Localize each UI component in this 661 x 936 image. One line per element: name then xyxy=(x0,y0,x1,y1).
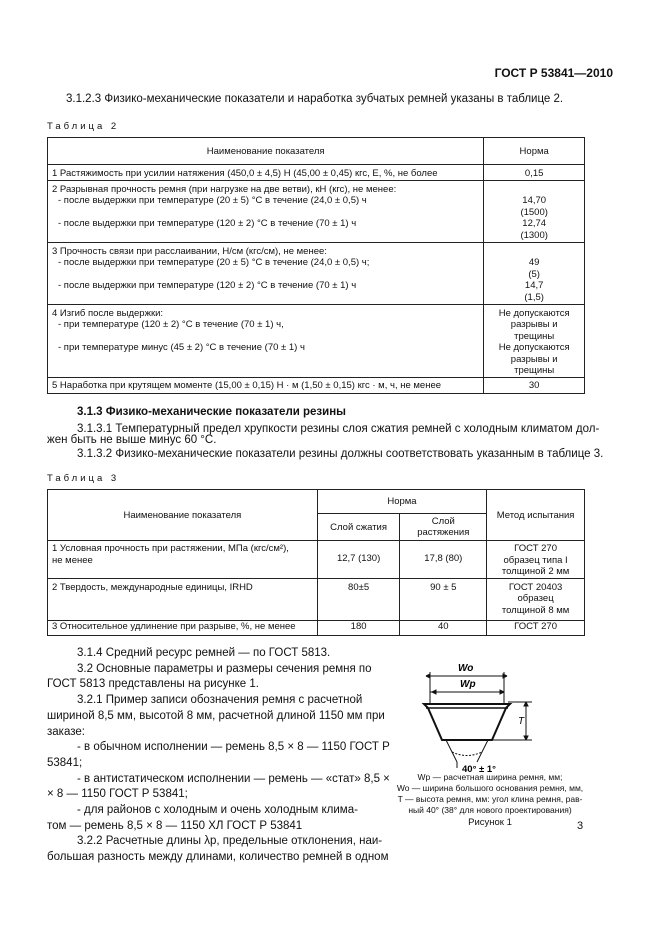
table3-header-name: Наименование показателя xyxy=(48,490,318,541)
table3-row-2-tens: 90 ± 5 xyxy=(400,578,487,620)
table2-norm-line: (1,5) xyxy=(524,291,544,303)
table2-row xyxy=(48,180,585,242)
table2-text-line xyxy=(52,269,479,281)
table3-row-3-method: ГОСТ 270 xyxy=(487,620,585,635)
paragraph-3-1-3-1-b: жен быть не выше минус 60 °С. xyxy=(47,434,217,446)
body-line: - в антистатическом исполнении — ремень — «стат» 8,5 × xyxy=(77,772,390,785)
table2-norm-line: разрывы и xyxy=(510,353,558,365)
page-number: 3 xyxy=(577,820,584,832)
table2-norm-line: 14,70 xyxy=(522,195,547,206)
table2-cell-name xyxy=(48,165,484,181)
table2-cell-norm xyxy=(484,242,585,304)
table2-norm-line xyxy=(488,184,580,196)
body-line: × 8 — 1150 ГОСТ Р 53841; xyxy=(47,788,188,801)
table2-text-line xyxy=(52,365,479,377)
table2-cell-name xyxy=(48,377,484,393)
body-text xyxy=(47,646,390,866)
table2-norm-line: разрывы и xyxy=(510,319,558,330)
table2-header-norm: Норма xyxy=(484,138,585,165)
table2-cell-norm xyxy=(484,304,585,377)
figure-caption: Рисунок 1 xyxy=(468,817,512,828)
table2-text-line: 1 Растяжимость при усилии натяжения (450,0 ± 4,5) Н (45,00 ± 0,45) кгс, Е, %, не более xyxy=(52,168,438,179)
table2-row xyxy=(48,304,585,377)
table2-header-name: Наименование показателя xyxy=(48,138,484,165)
table3-caption: Таблица 3 xyxy=(47,473,120,484)
body-line: шириной 8,5 мм, высотой 8 мм, расчетной длиной 1150 мм при xyxy=(47,709,385,722)
body-line: ГОСТ 5813 представлены на рисунке 1. xyxy=(47,678,259,691)
body-line: большая разность между длинами, количество ремней в одном xyxy=(47,851,389,864)
body-line: том — ремень 8,5 × 8 — 1150 ХЛ ГОСТ Р 53841 xyxy=(47,819,303,832)
table2-cell-norm xyxy=(484,165,585,181)
table2-text-line: - после выдержки при температуре (20 ± 5) °С в течение (24,0 ± 0,5) ч; xyxy=(58,257,370,268)
table2-norm-line: трещины xyxy=(514,365,555,376)
table2-text-line: 4 Изгиб после выдержки: xyxy=(52,307,164,319)
table-3 xyxy=(47,489,585,636)
body-line: 3.1.4 Средний ресурс ремней — по ГОСТ 5813. xyxy=(77,647,331,659)
table3-row-2-method: ГОСТ 20403 образец толщиной 8 мм xyxy=(487,578,585,620)
table3-row-2-name: 2 Твердость, международные единицы, IRHD xyxy=(48,578,318,620)
paragraph-3-1-3-2: 3.1.3.2 Физико-механические показатели резины должны соответствовать указанным в таблице 3. xyxy=(77,448,604,460)
table3-row-1-comp: 12,7 (130) xyxy=(317,541,400,579)
legend-line-4: ный 40° (38° для нового проектирования) xyxy=(408,805,572,815)
table2-cell-norm xyxy=(484,377,585,393)
body-line: 3.2 Основные параметры и размеры сечения ремня по xyxy=(77,662,372,675)
table2-norm-line: Не допускаются xyxy=(498,307,570,319)
table3-header-norm: Норма xyxy=(317,490,486,514)
section-3-1-3: 3.1.3 Физико-механические показатели резины xyxy=(77,406,346,418)
angle-label: 40° ± 1° xyxy=(462,764,496,774)
table3-row-3-name: 3 Относительное удлинение при разрыве, %, не менее xyxy=(48,620,318,635)
table3-row-1-name: 1 Условная прочность при растяжении, МПа (кгс/см²), не менее xyxy=(48,541,318,579)
t-label: T xyxy=(518,716,525,727)
legend-line-1: Wp — расчетная ширина ремня, мм; xyxy=(417,772,563,782)
belt-trapezoid xyxy=(424,704,510,740)
table2-text-line xyxy=(52,354,479,366)
table-2 xyxy=(47,137,585,394)
figure-legend xyxy=(390,772,590,828)
table2-norm-line: 0,15 xyxy=(524,168,544,179)
table2-caption: Таблица 2 xyxy=(47,121,120,132)
table2-text-line: 2 Разрывная прочность ремня (при нагрузке на две ветви), кН (кгс), не менее: xyxy=(52,183,397,195)
table2-text-line: 3 Прочность связи при расслаивании, Н/см (кгс/см), не менее: xyxy=(52,245,327,257)
table3-header-compression: Слой сжатия xyxy=(317,514,400,541)
table2-row xyxy=(48,165,585,181)
body-line: 3.2.2 Расчетные длины λp, предельные отклонения, наи- xyxy=(77,835,383,848)
table2-text-line: - при температуре минус (45 ± 2) °С в течение (70 ± 1) ч xyxy=(58,342,305,353)
table3-row-3-tens: 40 xyxy=(400,620,487,635)
table2-norm-line xyxy=(488,246,580,258)
table2-norm-line: 14,7 xyxy=(524,280,544,291)
table2-row xyxy=(48,377,585,393)
table3-row-2-comp: 80±5 xyxy=(317,578,400,620)
table2-norm-line: (1500) xyxy=(520,206,548,218)
table3-header-method: Метод испытания xyxy=(487,490,585,541)
table2-norm-line: 30 xyxy=(528,379,540,391)
table2-norm-line: 49 xyxy=(528,257,540,268)
body-line: заказе: xyxy=(47,725,85,738)
table2-text-line: - после выдержки при температуре (120 ± 2) °С в течение (70 ± 1) ч xyxy=(58,280,357,291)
table2-text-line: - после выдержки при температуре (20 ± 5) °С в течение (24,0 ± 0,5) ч xyxy=(58,195,367,206)
table2-text-line xyxy=(52,331,479,343)
table2-norm-line: 12,74 xyxy=(522,218,547,229)
table2-norm-line: (5) xyxy=(528,268,540,280)
belt-section-figure xyxy=(420,658,540,774)
legend-line-2: Wo — ширина большого основания ремня, мм, xyxy=(396,783,584,793)
body-line: 53841; xyxy=(47,756,83,769)
table3-row-1-tens: 17,8 (80) xyxy=(400,541,487,579)
wo-label: Wo xyxy=(458,663,474,674)
wp-label: Wp xyxy=(460,679,476,690)
table2-row xyxy=(48,242,585,304)
body-line: - в обычном исполнении — ремень 8,5 × 8 — 1150 ГОСТ Р xyxy=(77,741,390,754)
table2-norm-line: трещины xyxy=(514,330,555,342)
table2-text-line xyxy=(52,292,479,304)
table2-text-line xyxy=(52,230,479,242)
table2-text-line: - после выдержки при температуре (120 ± 2) °С в течение (70 ± 1) ч xyxy=(58,218,357,229)
table3-row-1-method: ГОСТ 270 образец типа I толщиной 2 мм xyxy=(487,541,585,579)
table2-cell-name xyxy=(48,304,484,377)
table2-text-line: 5 Наработка при крутящем моменте (15,00 ± 0,15) Н · м (1,50 ± 0,15) кгс · м, ч, не менее xyxy=(52,379,442,391)
table2-text-line xyxy=(52,207,479,219)
table2-norm-line: (1300) xyxy=(520,229,548,241)
table2-cell-name xyxy=(48,180,484,242)
paragraph-3-1-2-3: 3.1.2.3 Физико-механические показатели и наработка зубчатых ремней указаны в таблице 2. xyxy=(66,93,564,105)
paragraph-3-1-3-1-a: 3.1.3.1 Температурный предел хрупкости резины слоя сжатия ремней с холодным климатом дол- xyxy=(77,423,600,435)
table2-cell-norm xyxy=(484,180,585,242)
table3-header-tension: Слой растяжения xyxy=(400,514,487,541)
table2-cell-name xyxy=(48,242,484,304)
legend-line-3: T — высота ремня, мм: угол клина ремня, рав- xyxy=(397,794,583,804)
body-line: 3.2.1 Пример записи обозначения ремня с расчетной xyxy=(77,694,363,707)
table2-text-line: - при температуре (120 ± 2) °С в течение (70 ± 1) ч, xyxy=(58,319,284,330)
body-line: - для районов с холодным и очень холодным клима- xyxy=(77,804,358,817)
standard-header: ГОСТ Р 53841—2010 xyxy=(494,66,613,80)
table3-row-3-comp: 180 xyxy=(317,620,400,635)
table2-norm-line: Не допускаются xyxy=(498,342,570,353)
